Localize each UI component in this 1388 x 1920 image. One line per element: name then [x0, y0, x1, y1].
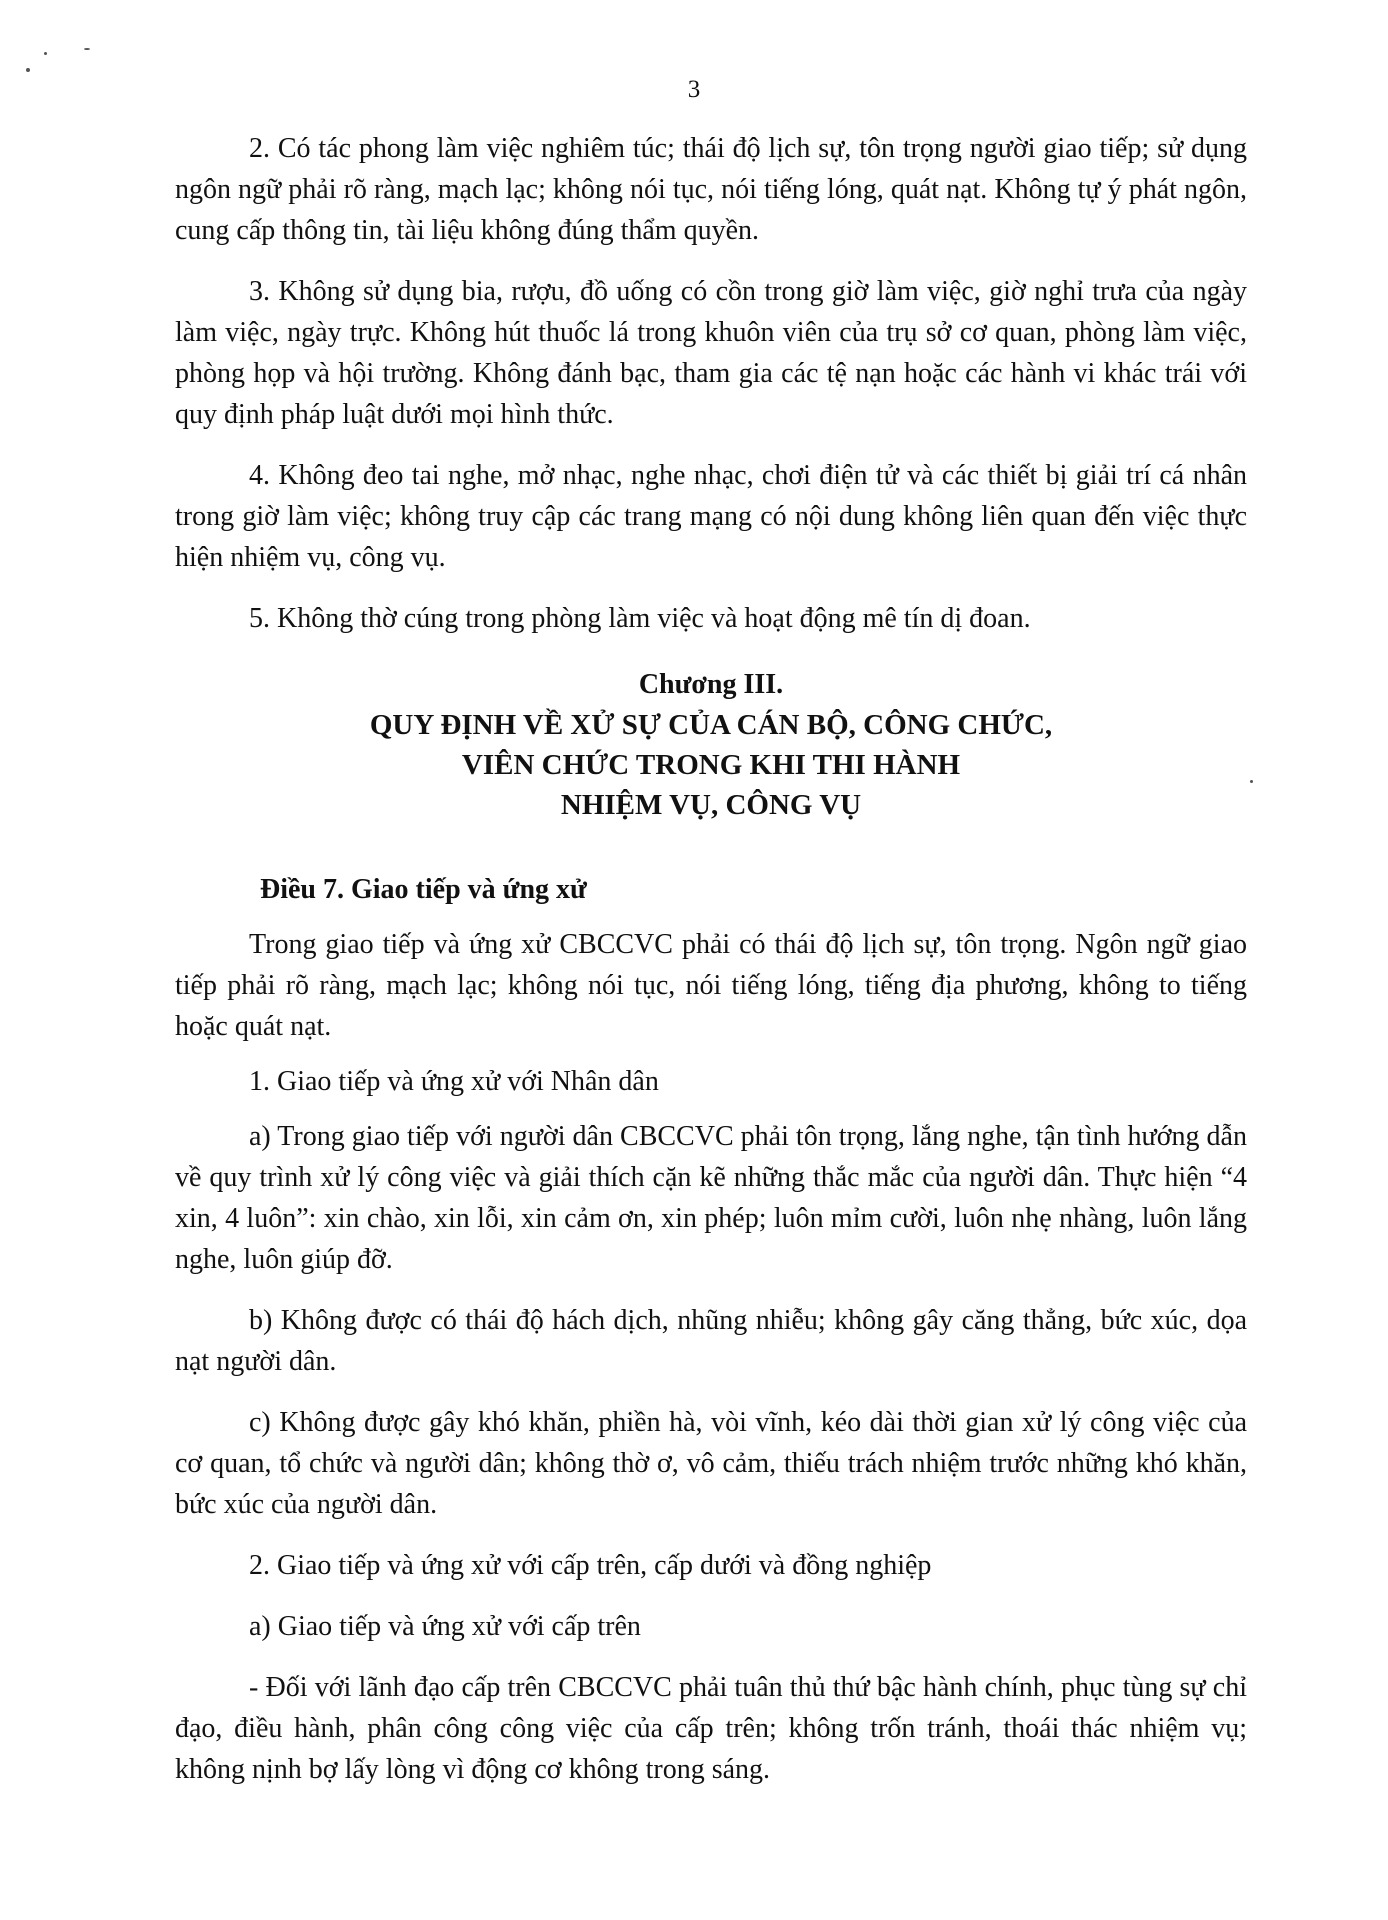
chapter-label: Chương III.	[638, 669, 784, 700]
scan-speck	[26, 68, 30, 72]
paragraph-item-3: 3. Không sử dụng bia, rượu, đồ uống có cồn trong giờ làm việc, giờ nghỉ trưa của ngày làm việc, ngày trực. Không hút thuốc lá trong khuôn viên của trụ sở cơ quan, phòng làm việc, phòng họp và hội trường. Không đánh bạc, tham gia các tệ nạn hoặc các hành vi khác trái với quy định pháp luật dưới mọi hình thức.	[175, 276, 1247, 430]
article-intro: Trong giao tiếp và ứng xử CBCCVC phải có thái độ lịch sự, tôn trọng. Ngôn ngữ giao tiếp phải rõ ràng, mạch lạc; không nói tục, nói tiếng lóng, tiếng địa phương, không to tiếng hoặc quát nạt.	[175, 929, 1247, 1042]
document-body	[175, 128, 1247, 1790]
page-number: 3	[687, 76, 701, 103]
paragraph-item-5: 5. Không thờ cúng trong phòng làm việc và hoạt động mê tín dị đoan.	[249, 603, 1031, 634]
paragraph-item-4: 4. Không đeo tai nghe, mở nhạc, nghe nhạc, chơi điện tử và các thiết bị giải trí cá nhân trong giờ làm việc; không truy cập các trang mạng có nội dung không liên quan đến việc thực hiện nhiệm vụ, công vụ.	[175, 460, 1247, 573]
item-2-title: 2. Giao tiếp và ứng xử với cấp trên, cấp dưới và đồng nghiệp	[249, 1550, 932, 1581]
paragraph-item-2: 2. Có tác phong làm việc nghiêm túc; thái độ lịch sự, tôn trọng người giao tiếp; sử dụng ngôn ngữ phải rõ ràng, mạch lạc; không nói tục, nói tiếng lóng, quát nạt. Không tự ý phát ngôn, cung cấp thông tin, tài liệu không đúng thẩm quyền.	[175, 133, 1247, 246]
chapter-title-line-2: VIÊN CHỨC TRONG KHI THI HÀNH	[461, 749, 961, 781]
item-2-a-dash: - Đối với lãnh đạo cấp trên CBCCVC phải tuân thủ thứ bậc hành chính, phục tùng sự chỉ đạo, điều hành, phân công công việc của cấp trên; không trốn tránh, thoái thác nhiệm vụ; không nịnh bợ lấy lòng vì động cơ không trong sáng.	[175, 1672, 1247, 1785]
item-2-a: a) Giao tiếp và ứng xử với cấp trên	[249, 1611, 641, 1642]
chapter-title-line-1: QUY ĐỊNH VỀ XỬ SỰ CỦA CÁN BỘ, CÔNG CHỨC,	[369, 709, 1053, 741]
item-1-b: b) Không được có thái độ hách dịch, nhũng nhiễu; không gây căng thẳng, bức xúc, dọa nạt người dân.	[175, 1305, 1247, 1377]
chapter-heading	[175, 665, 1247, 825]
item-1-title: 1. Giao tiếp và ứng xử với Nhân dân	[249, 1066, 659, 1097]
scan-speck	[1250, 780, 1253, 783]
article-heading: Điều 7. Giao tiếp và ứng xử	[260, 874, 587, 905]
chapter-title-line-3: NHIỆM VỤ, CÔNG VỤ	[560, 789, 862, 821]
scan-speck	[44, 52, 47, 55]
item-1-c: c) Không được gây khó khăn, phiền hà, vòi vĩnh, kéo dài thời gian xử lý công việc của cơ quan, tổ chức và người dân; không thờ ơ, vô cảm, thiếu trách nhiệm trước những khó khăn, bức xúc của người dân.	[175, 1407, 1247, 1520]
item-1-a: a) Trong giao tiếp với người dân CBCCVC phải tôn trọng, lắng nghe, tận tình hướng dẫn về quy trình xử lý công việc và giải thích cặn kẽ những thắc mắc của người dân. Thực hiện “4 xin, 4 luôn”: xin chào, xin lỗi, xin cảm ơn, xin phép; luôn mỉm cười, luôn nhẹ nhàng, luôn lắng nghe, luôn giúp đỡ.	[175, 1121, 1247, 1275]
scan-speck	[84, 48, 90, 50]
